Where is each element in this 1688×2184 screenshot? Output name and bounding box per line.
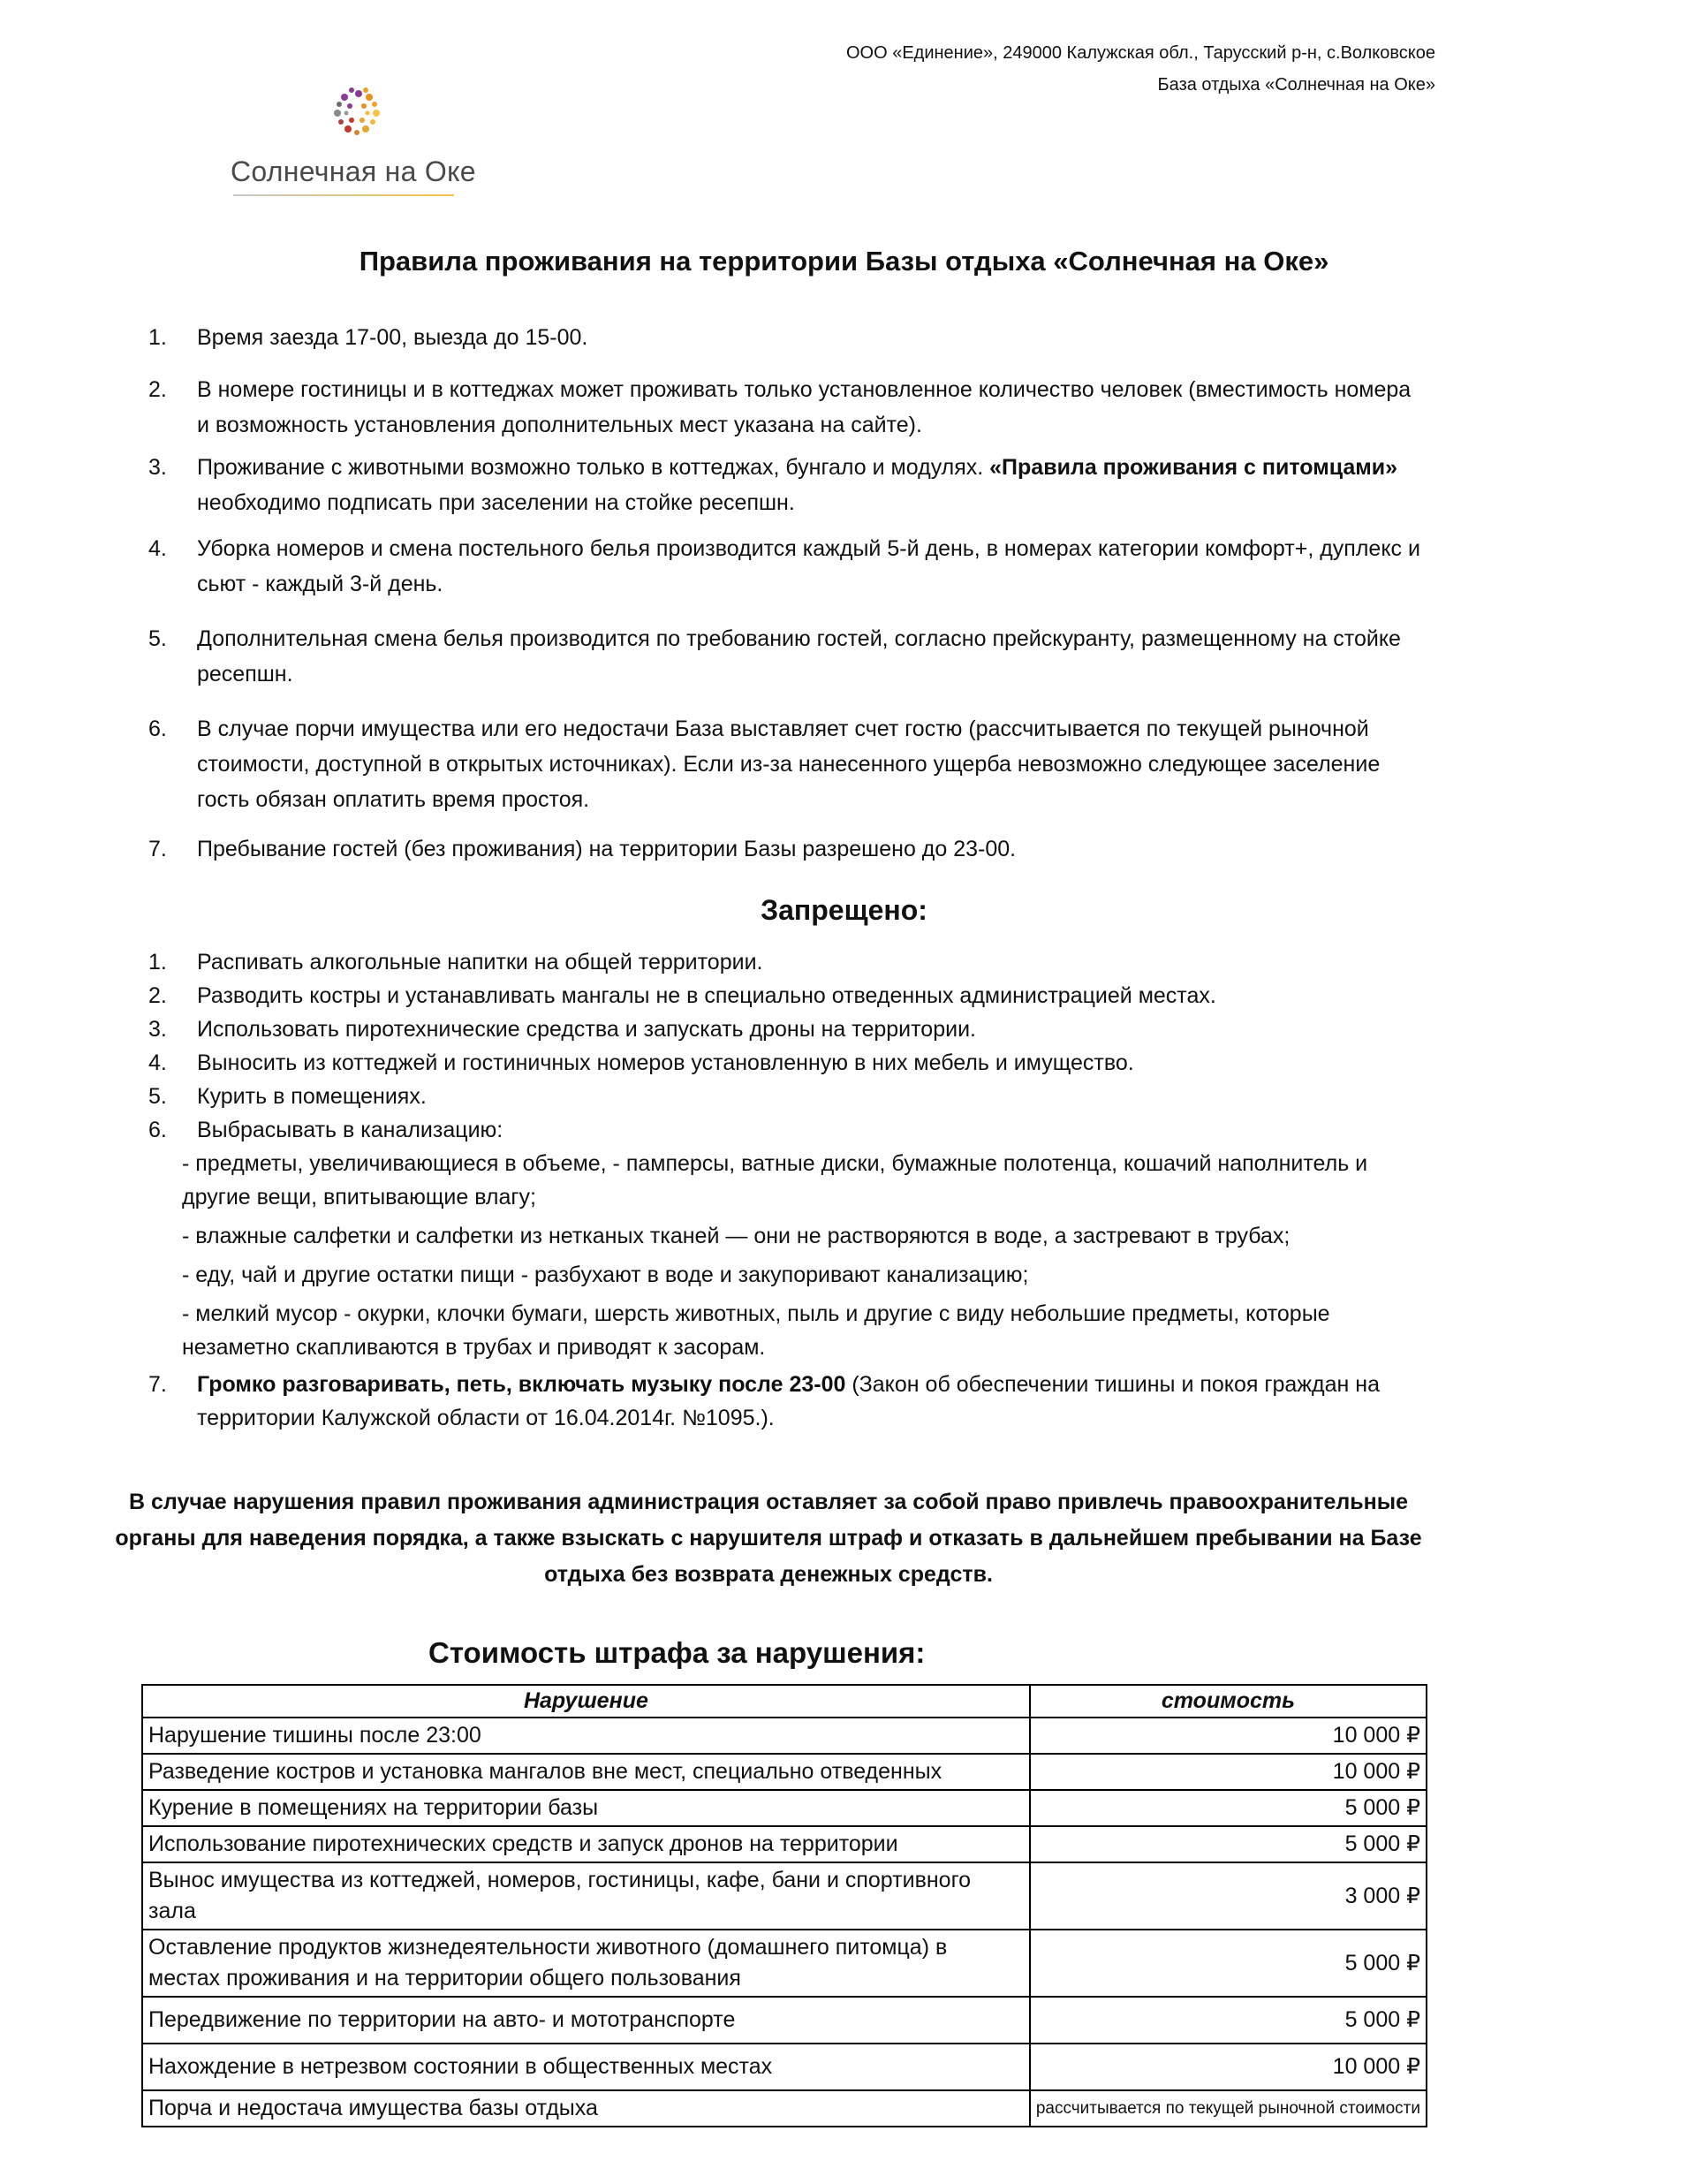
rule-number: 1. bbox=[148, 325, 167, 350]
table-row bbox=[142, 2044, 1427, 2090]
header-price: стоимость bbox=[1030, 1685, 1427, 1718]
rule-bold-text: «Правила проживания с питомцами» bbox=[989, 455, 1398, 480]
prohibited-item bbox=[148, 1113, 1429, 1147]
drain-sub-item: - еду, чай и другие остатки пищи - разбухают в воде и закупоривают канализацию; bbox=[182, 1263, 1029, 1287]
violation-warning: В случае нарушения правил проживания администрация оставляет за собой право привлечь правоохранительные органы для наведения порядка, а также взыскать с нарушителя штраф и отказать в дальнейшем пребывании на Базе отдыха без возврата денежных средств. bbox=[115, 1490, 1422, 1587]
violation-cell: Использование пиротехнических средств и запуск дронов на территории bbox=[142, 1826, 1030, 1862]
rule-number: 5. bbox=[148, 626, 167, 651]
prohibited-number: 1. bbox=[148, 950, 167, 974]
table-row bbox=[142, 1930, 1427, 1997]
table-row bbox=[142, 2090, 1427, 2127]
price-cell: 10 000 ₽ bbox=[1030, 1718, 1427, 1754]
violation-cell: Порча и недостача имущества базы отдыха bbox=[142, 2090, 1030, 2127]
prohibited-title: Запрещено: bbox=[761, 894, 927, 926]
price-cell: рассчитывается по текущей рыночной стоимости bbox=[1030, 2090, 1427, 2127]
prohibited-item bbox=[148, 945, 1429, 979]
prohibited-text: (Закон об обеспечении тишины и покоя граждан на территории Калужской области от 16.04.2014г. №1095.). bbox=[197, 1372, 1381, 1430]
rules-list bbox=[148, 320, 1420, 867]
prohibited-text: Выносить из коттеджей и гостиничных номеров установленную в них мебель и имущество. bbox=[197, 1050, 1134, 1075]
prohibited-number: 2. bbox=[148, 983, 167, 1008]
rule-item bbox=[148, 621, 1420, 692]
prohibited-text: Использовать пиротехнические средства и запускать дроны на территории. bbox=[197, 1017, 976, 1042]
prohibited-item bbox=[148, 979, 1429, 1012]
logo-underline bbox=[233, 194, 454, 196]
violation-cell: Курение в помещениях на территории базы bbox=[142, 1790, 1030, 1826]
fines-table bbox=[141, 1684, 1427, 2127]
drain-sub-item: - предметы, увеличивающиеся в объеме, - памперсы, ватные диски, бумажные полотенца, кошачий наполнитель и другие вещи, впитывающие влагу; bbox=[182, 1151, 1368, 1210]
table-row bbox=[142, 1826, 1427, 1862]
rule-item bbox=[148, 531, 1420, 602]
prohibited-list bbox=[148, 945, 1429, 1435]
rule-text-tail: необходимо подписать при заселении на стойке ресепшн. bbox=[197, 490, 795, 515]
prohibited-bold-text: Громко разговаривать, петь, включать музыку после 23-00 bbox=[197, 1372, 846, 1397]
page-title: Правила проживания на территории Базы отдыха «Солнечная на Оке» bbox=[359, 246, 1329, 277]
rule-item bbox=[148, 831, 1420, 867]
prohibited-number: 7. bbox=[148, 1372, 167, 1397]
prohibited-number: 3. bbox=[148, 1017, 167, 1042]
violation-cell: Вынос имущества из коттеджей, номеров, гостиницы, кафе, бани и спортивного зала bbox=[142, 1862, 1030, 1930]
prohibited-item bbox=[148, 1368, 1429, 1435]
rule-text: Дополнительная смена белья производится по требованию гостей, согласно прейскуранту, размещенному на стойке ресепшн. bbox=[197, 626, 1401, 686]
rule-number: 7. bbox=[148, 837, 167, 861]
violation-cell: Оставление продуктов жизнедеятельности животного (домашнего питомца) в местах проживания и на территории общего пользования bbox=[142, 1930, 1030, 1997]
prohibited-text: Распивать алкогольные напитки на общей территории. bbox=[197, 950, 763, 974]
logo-text: Солнечная на Оке bbox=[231, 155, 476, 187]
rule-item bbox=[148, 450, 1420, 520]
violation-cell: Нарушение тишины после 23:00 bbox=[142, 1718, 1030, 1754]
sun-logo-icon bbox=[306, 85, 412, 155]
table-row bbox=[142, 1754, 1427, 1790]
price-cell: 5 000 ₽ bbox=[1030, 1826, 1427, 1862]
base-name-line: База отдыха «Солнечная на Оке» bbox=[1157, 75, 1435, 95]
logo bbox=[228, 85, 476, 200]
drain-sub-item: - мелкий мусор - окурки, клочки бумаги, шерсть животных, пыль и другие с виду небольшие предметы, которые незаметно скапливаются в трубах и приводят к засорам. bbox=[182, 1301, 1330, 1360]
header-violation: Нарушение bbox=[142, 1685, 1030, 1718]
rule-text: Уборка номеров и смена постельного белья производится каждый 5-й день, в номерах категории комфорт+, дуплекс и сьют - каждый 3-й день. bbox=[197, 536, 1420, 596]
price-cell: 10 000 ₽ bbox=[1030, 1754, 1427, 1790]
table-header-row bbox=[142, 1685, 1427, 1718]
rule-number: 6. bbox=[148, 717, 167, 741]
prohibited-item bbox=[148, 1080, 1429, 1113]
rule-text: В случае порчи имущества или его недостачи База выставляет счет гостю (рассчитывается по текущей рыночной стоимости, доступной в открытых источниках). Если из-за нанесенного ущерба невозможно следующее заселение гость обязан оплатить время простоя. bbox=[197, 717, 1381, 812]
prohibited-item bbox=[148, 1012, 1429, 1046]
violation-cell: Передвижение по территории на авто- и мототранспорте bbox=[142, 1997, 1030, 2044]
drain-sub-item: - влажные салфетки и салфетки из нетканых тканей — они не растворяются в воде, а застревают в трубах; bbox=[182, 1224, 1291, 1248]
company-address: ООО «Единение», 249000 Калужская обл., Тарусский р-н, с.Волковское bbox=[845, 43, 1435, 63]
rule-item bbox=[148, 372, 1420, 443]
prohibited-text: Разводить костры и устанавливать мангалы не в специально отведенных администрацией местах. bbox=[197, 983, 1216, 1008]
rule-text: Проживание с животными возможно только в коттеджах, бунгало и модулях. bbox=[197, 455, 990, 480]
prohibited-number: 5. bbox=[148, 1084, 167, 1109]
prohibited-number: 6. bbox=[148, 1118, 167, 1142]
rule-item bbox=[148, 320, 1420, 355]
company-header bbox=[846, 37, 1435, 101]
rule-text: В номере гостиницы и в коттеджах может проживать только установленное количество человек (вместимость номера и возможность установления дополнительных мест указана на сайте). bbox=[197, 377, 1412, 437]
rule-item bbox=[148, 711, 1420, 817]
rule-text: Время заезда 17-00, выезда до 15-00. bbox=[197, 325, 588, 350]
prohibited-item bbox=[148, 1046, 1429, 1080]
prohibited-text: Курить в помещениях. bbox=[197, 1084, 427, 1109]
price-cell: 5 000 ₽ bbox=[1030, 1790, 1427, 1826]
violation-cell: Нахождение в нетрезвом состоянии в общественных местах bbox=[142, 2044, 1030, 2090]
price-cell: 10 000 ₽ bbox=[1030, 2044, 1427, 2090]
violation-cell: Разведение костров и установка мангалов вне мест, специально отведенных bbox=[142, 1754, 1030, 1790]
fines-title: Стоимость штрафа за нарушения: bbox=[428, 1636, 926, 1669]
prohibited-number: 4. bbox=[148, 1050, 167, 1075]
table-row bbox=[142, 1790, 1427, 1826]
table-row bbox=[142, 1997, 1427, 2044]
price-cell: 3 000 ₽ bbox=[1030, 1862, 1427, 1930]
price-cell: 5 000 ₽ bbox=[1030, 1997, 1427, 2044]
table-row bbox=[142, 1862, 1427, 1930]
price-cell: 5 000 ₽ bbox=[1030, 1930, 1427, 1997]
rule-number: 2. bbox=[148, 377, 167, 402]
prohibited-text: Выбрасывать в канализацию: bbox=[197, 1118, 503, 1142]
rule-number: 3. bbox=[148, 455, 167, 480]
table-row bbox=[142, 1718, 1427, 1754]
rule-text: Пребывание гостей (без проживания) на территории Базы разрешено до 23-00. bbox=[197, 837, 1017, 861]
rule-number: 4. bbox=[148, 536, 167, 561]
